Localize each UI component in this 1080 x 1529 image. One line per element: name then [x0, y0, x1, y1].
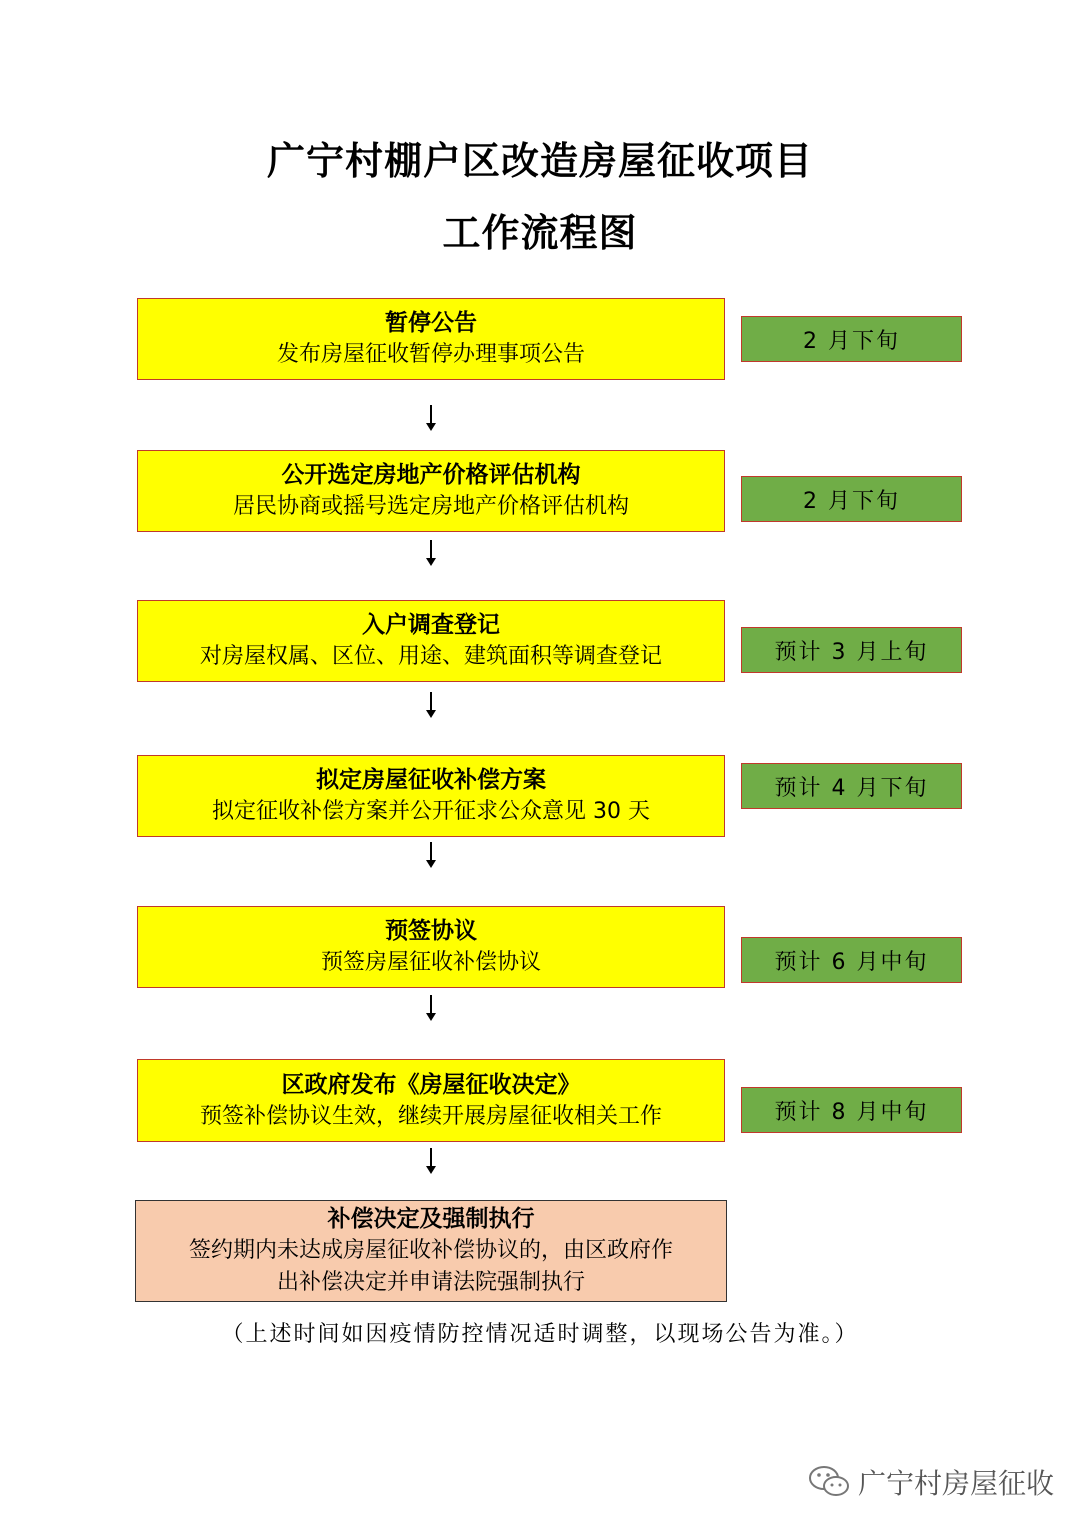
time-badge-5: 预计 6 月中旬 — [741, 937, 962, 983]
flow-step-final — [135, 1200, 727, 1302]
footnote: （上述时间如因疫情防控情况适时调整，以现场公告为准。） — [221, 1322, 859, 1347]
flow-step-3 — [137, 600, 725, 682]
step-description: 对房屋权属、区位、用途、建筑面积等调查登记 — [199, 644, 662, 669]
step-heading: 公开选定房地产价格评估机构 — [281, 462, 581, 488]
time-badge-1: 2 月下旬 — [741, 316, 962, 362]
step-description: 居民协商或摇号选定房地产价格评估机构 — [232, 494, 629, 519]
step-heading: 补偿决定及强制执行 — [327, 1206, 535, 1232]
step-heading: 拟定房屋征收补偿方案 — [316, 767, 546, 793]
step-heading: 暂停公告 — [385, 310, 477, 336]
flow-step-1 — [137, 298, 725, 380]
step-description: 发布房屋征收暂停办理事项公告 — [276, 342, 585, 367]
page-subtitle: 工作流程图 — [442, 210, 638, 255]
arrow-down-icon — [421, 403, 441, 433]
flow-step-6 — [137, 1059, 725, 1142]
watermark — [808, 1462, 1054, 1502]
wechat-icon — [808, 1464, 850, 1500]
time-badge-6: 预计 8 月中旬 — [741, 1087, 962, 1133]
step-description-line1: 签约期内未达成房屋征收补偿协议的，由区政府作 — [188, 1238, 673, 1263]
step-description: 拟定征收补偿方案并公开征求公众意见 30 天 — [212, 799, 650, 824]
arrow-down-icon — [421, 993, 441, 1023]
arrow-down-icon — [421, 690, 441, 720]
watermark-text: 广宁村房屋征收 — [858, 1467, 1055, 1500]
arrow-down-icon — [421, 538, 441, 568]
arrow-down-icon — [421, 840, 441, 870]
step-heading: 预签协议 — [385, 918, 477, 944]
step-description: 预签房屋征收补偿协议 — [320, 950, 541, 975]
flow-step-4 — [137, 755, 725, 837]
time-badge-3: 预计 3 月上旬 — [741, 627, 962, 673]
time-badge-2: 2 月下旬 — [741, 476, 962, 522]
flow-step-5 — [137, 906, 725, 988]
time-badge-4: 预计 4 月下旬 — [741, 763, 962, 809]
flow-step-2 — [137, 450, 725, 532]
step-description-line2: 出补偿决定并申请法院强制执行 — [276, 1270, 585, 1295]
step-heading: 入户调查登记 — [362, 612, 500, 638]
page-title: 广宁村棚户区改造房屋征收项目 — [266, 138, 813, 183]
step-heading: 区政府发布《房屋征收决定》 — [281, 1071, 581, 1098]
step-description: 预签补偿协议生效，继续开展房屋征收相关工作 — [199, 1103, 662, 1129]
arrow-down-icon — [421, 1146, 441, 1176]
